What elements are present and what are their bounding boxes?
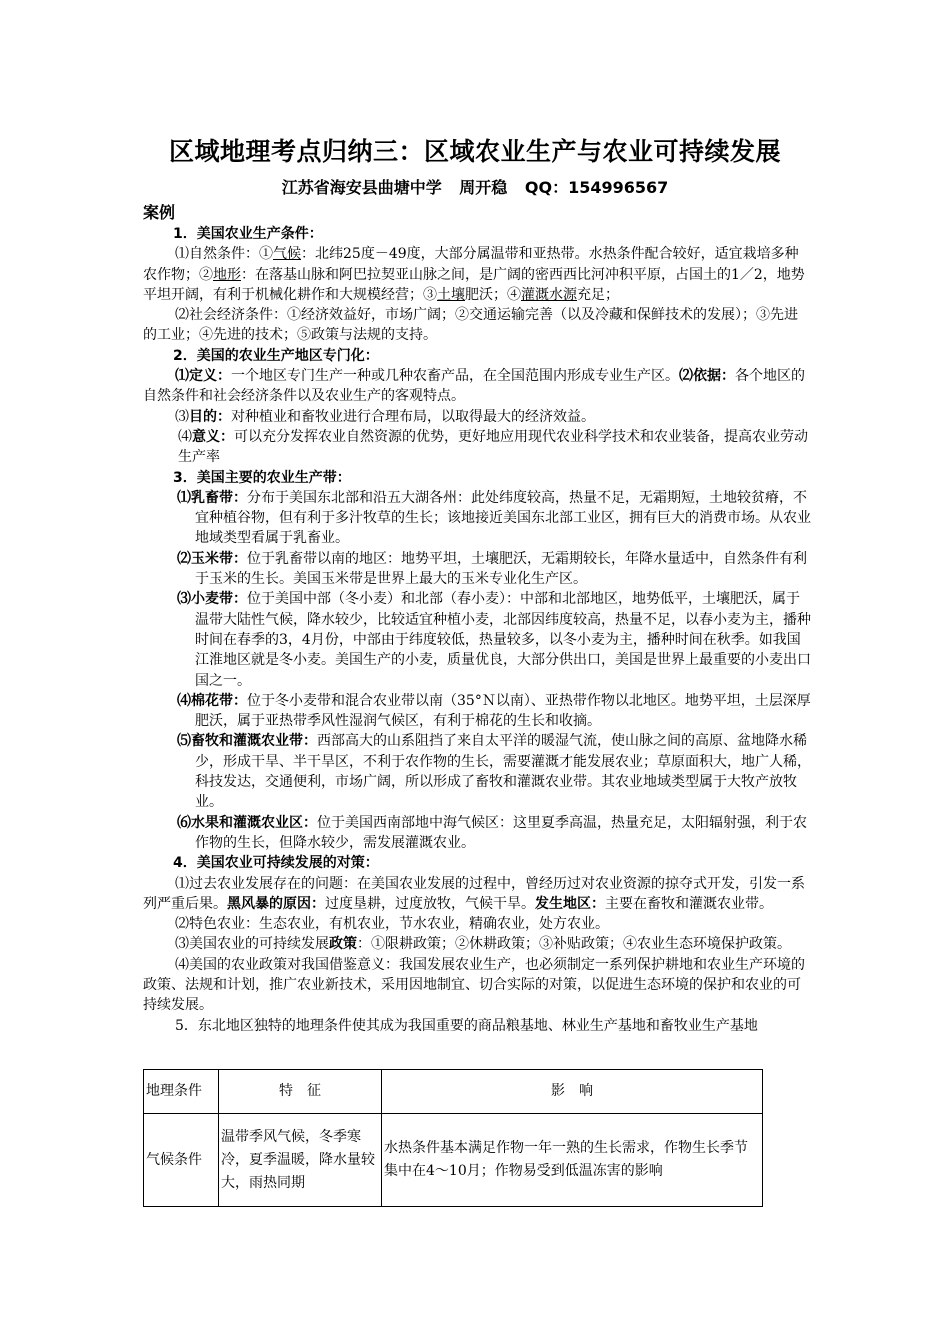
belt-label: ⑵玉米带： xyxy=(177,550,247,567)
basis-text: 各个地区的自然条件和社会经济条件以及农业生产的客观特点。 xyxy=(143,368,805,405)
text-run: ：北纬25度－49度，大部分属温带和亚热带。水热条件配合较好，适宜栽培多种农作物；② xyxy=(143,246,799,283)
author-line xyxy=(0,175,950,198)
table-cell: 水热条件基本满足作物一年一熟的生长需求，作物生长季节集中在4～10月；作物易受到低温冻害的影响 xyxy=(382,1114,763,1207)
table-header-cell: 影 响 xyxy=(382,1070,763,1114)
text-run: 充足； xyxy=(577,286,619,303)
section-2-purpose xyxy=(143,407,811,427)
page-title: 区域地理考点归纳三：区域农业生产与农业可持续发展 xyxy=(168,137,781,166)
belt-label: ⑴乳畜带： xyxy=(177,489,247,506)
section-5-heading: 5．东北地区独特的地理条件使其成为我国重要的商品粮基地、林业生产基地和畜牧业生产基地 xyxy=(175,1017,758,1034)
text-run: ⑶美国农业的可持续发展 xyxy=(175,936,329,953)
belt-text: 西部高大的山系阻挡了来自太平洋的暖湿气流，使山脉之间的高原、盆地降水稀少，形成干旱、半干旱区，不利于农作物的生长，需要灌溉才能发展农业；草原面积大，地广人稀，科技发达，交通便利，市场广阔，所以形成了畜牧和灌溉农业带。其农业地域类型属于大牧产放牧业。 xyxy=(195,733,811,811)
section-4-significance: ⑷美国的农业政策对我国借鉴意义：我国发展农业生产，也必须制定一系列保护耕地和农业生产环境的政策、法规和计划，推广农业新技术，采用因地制宜、切合实际的对策，以促进生态环境的保护和农业的可持续发展。 xyxy=(143,956,805,1014)
underlined-terrain: 地形 xyxy=(213,266,241,283)
belt-text: 位于美国西南部地中海气候区：这里夏季高温，热量充足，太阳辐射强，利于农作物的生长，但降水较少，需发展灌溉农业。 xyxy=(195,814,807,851)
definition-label: ⑴定义： xyxy=(175,368,231,385)
dust-storm-cause-label: 黑风暴的原因： xyxy=(227,895,325,912)
belt-text: 分布于美国东北部和沿五大湖各州：此处纬度较高，热量不足，无霜期短，土地较贫瘠，不宜种植谷物，但有利于多汁牧草的生长；该地接近美国东北部工业区，拥有巨大的消费市场。从农业地域类型看属于乳畜业。 xyxy=(195,489,811,547)
table-row xyxy=(144,1114,763,1207)
table-cell: 气候条件 xyxy=(144,1114,219,1207)
section-1-natural-conditions xyxy=(143,244,811,305)
meaning-text: 可以充分发挥农业自然资源的优势，更好地应用现代农业科学技术和农业装备，提高农业劳动生产率 xyxy=(178,428,808,466)
purpose-number: ⑶ xyxy=(175,408,189,425)
belt-label: ⑷棉花带： xyxy=(177,692,247,709)
section-4-heading: 4．美国农业可持续发展的对策： xyxy=(173,855,379,872)
belt-text: 位于美国中部（冬小麦）和北部（春小麦）：中部和北部地区，地势低平，土壤肥沃，属于温带大陆性气候，降水较少，比较适宜种植小麦，北部因纬度较高，热量不足，以春小麦为主，播种时间在春季的3，4月份，中部由于纬度较低，热量较多，以冬小麦为主，播种时间在秋季。如我国江淮地区就是冬小麦。美国生产的小麦，质量优良，大部分供出口，美国是世界上最重要的小麦出口国之一。 xyxy=(195,591,811,689)
purpose-label: 目的： xyxy=(189,408,231,425)
belt-label: ⑶小麦带： xyxy=(177,591,247,608)
belt-item xyxy=(143,549,811,590)
belt-text: 位于乳畜带以南的地区：地势平坦，土壤肥沃，无霜期较长，年降水量适中，自然条件有利于玉米的生长。美国玉米带是世界上最大的玉米专业化生产区。 xyxy=(195,550,807,588)
belt-item xyxy=(143,731,811,812)
author-qq: QQ：154996567 xyxy=(524,178,669,197)
belt-text: 位于冬小麦带和混合农业带以南（35°Ｎ以南）、亚热带作物以北地区。地势平坦，土层深厚肥沃，属于亚热带季风性湿润气候区，有利于棉花的生长和收摘。 xyxy=(195,692,811,730)
belt-item xyxy=(143,589,811,690)
section-1-social-conditions: ⑵社会经济条件：①经济效益好，市场广阔；②交通运输完善（以及冷藏和保鲜技术的发展）；③先进的工业；④先进的技术；⑤政策与法规的支持。 xyxy=(143,307,798,344)
text-run: ：在落基山脉和阿巴拉契亚山脉之间，是广阔的密西西比河冲积平原，占国土的1／2，地势平坦开阔，有利于机械化耕作和大规模经营；③ xyxy=(143,266,805,303)
section-4-featured-agriculture: ⑵特色农业：生态农业，有机农业，节水农业，精确农业，处方农业。 xyxy=(175,916,609,933)
section-3-heading: 3．美国主要的农业生产带： xyxy=(173,469,351,486)
belt-label: ⑸畜牧和灌溉农业带： xyxy=(177,733,317,750)
purpose-text: 对种植业和畜牧业进行合理布局，以取得最大的经济效益。 xyxy=(231,408,595,425)
section-4-problems xyxy=(143,874,811,915)
policy-label: 政策 xyxy=(329,936,357,953)
table-header-cell: 地理条件 xyxy=(144,1070,219,1114)
text-run: 过度垦耕，过度放牧，气候干旱。 xyxy=(325,895,535,912)
underlined-water: 灌溉水源 xyxy=(521,286,577,303)
underlined-climate: 气候 xyxy=(273,246,301,263)
occurrence-area-label: 发生地区： xyxy=(535,895,605,912)
table-header-row xyxy=(144,1070,763,1114)
definition-text: 一个地区专门生产一种或几种农畜产品，在全国范围内形成专业生产区。 xyxy=(231,368,679,385)
meaning-number: ⑷ xyxy=(178,428,192,445)
section-2-meaning xyxy=(143,427,811,468)
underlined-soil: 土壤 xyxy=(437,286,465,303)
text-run: ⑴过去农业发展存在的问题：在美国农业发展的过程中，曾经历过对农业资源的掠夺式开发，引发一系列严重后果。 xyxy=(143,875,805,912)
section-4-policy xyxy=(143,934,811,954)
section-2-heading: 2．美国的农业生产地区专门化： xyxy=(173,347,379,364)
author-name: 周开稳 xyxy=(459,178,508,197)
text-run: 主要在畜牧和灌溉农业带。 xyxy=(605,895,773,912)
author-school: 江苏省海安县曲塘中学 xyxy=(281,178,442,197)
belt-item xyxy=(143,813,811,854)
meaning-label: 意义： xyxy=(192,428,234,445)
case-heading: 案例 xyxy=(143,203,176,222)
conditions-table-wrap xyxy=(143,1069,763,1207)
section-2-definition xyxy=(143,366,811,407)
text-run: ⑴自然条件：① xyxy=(175,246,273,263)
section-1-heading: 1．美国农业生产条件： xyxy=(173,226,323,242)
text-run: ：①限耕政策；②休耕政策；③补贴政策；④农业生态环境保护政策。 xyxy=(357,936,791,953)
text-run: 肥沃；④ xyxy=(465,286,521,303)
belt-item xyxy=(143,488,811,549)
belt-label: ⑹水果和灌溉农业区： xyxy=(177,814,317,831)
table-header-cell: 特 征 xyxy=(219,1070,382,1114)
conditions-table xyxy=(143,1069,763,1207)
basis-label: ⑵依据： xyxy=(679,368,735,385)
content-body xyxy=(143,202,811,1036)
table-cell: 温带季风气候，冬季寒冷，夏季温暖，降水量较大，雨热同期 xyxy=(219,1114,382,1207)
belt-item xyxy=(143,691,811,732)
